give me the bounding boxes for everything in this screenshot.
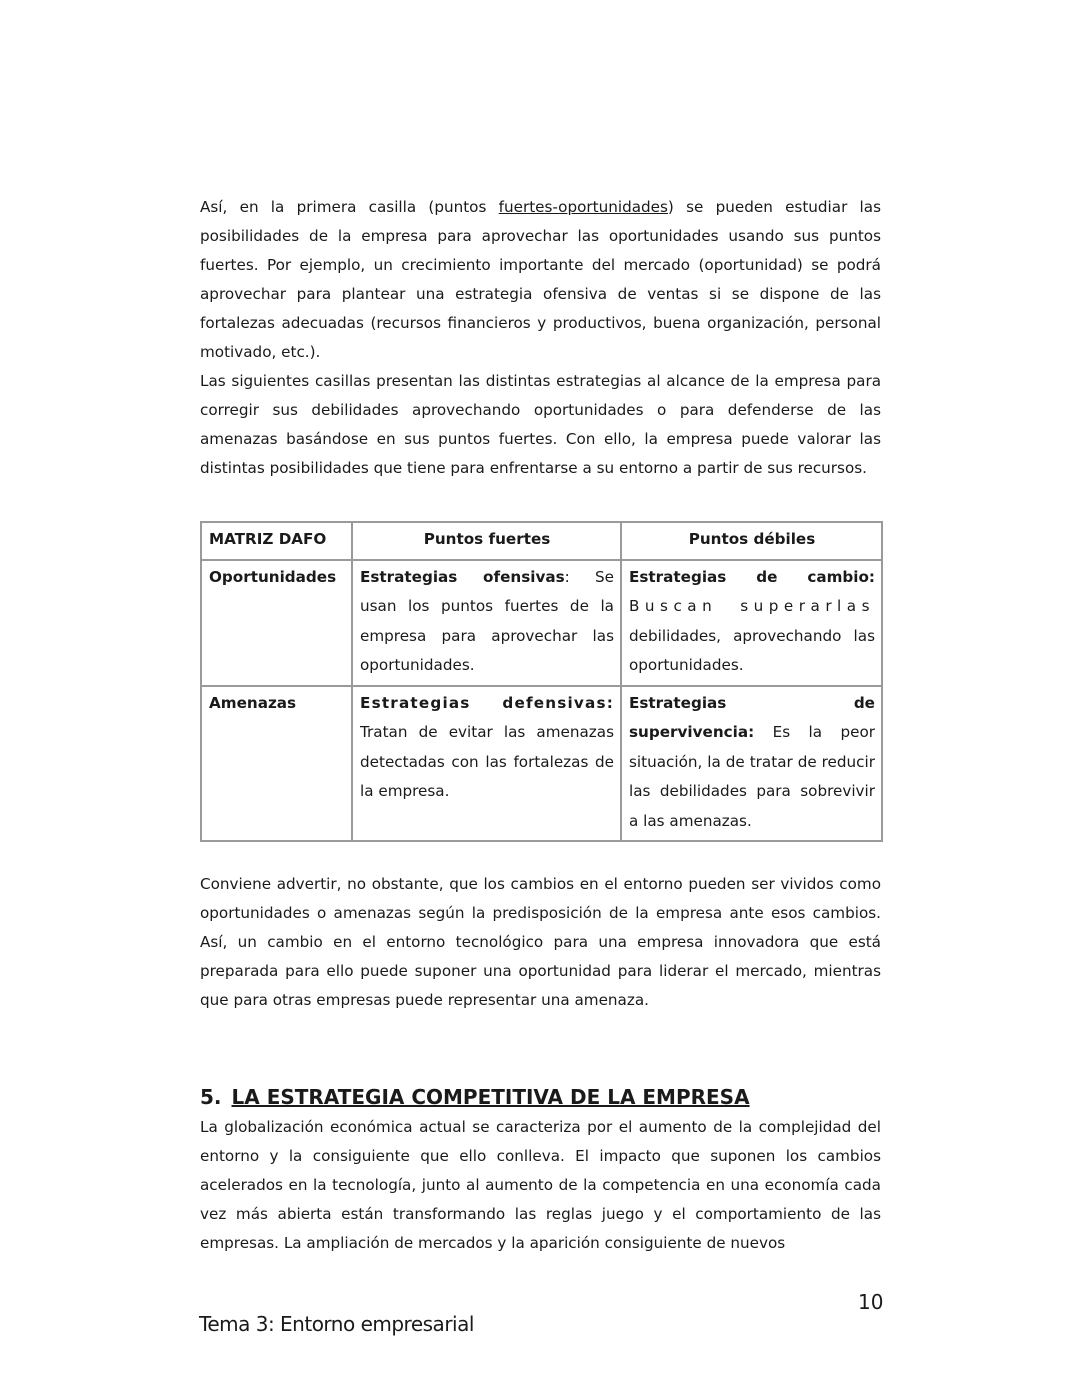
- page-content: [200, 193, 881, 1258]
- cell-estrategias-cambio: [621, 560, 882, 686]
- cell-text: Es la peor situación, la de tratar de reducir las debilidades para sobrevivir a las amenazas.: [629, 723, 875, 830]
- table-row-amenazas: [201, 686, 882, 842]
- table-header-row: [201, 522, 882, 560]
- paragraph-swot-intro: [200, 193, 881, 367]
- section-heading: [200, 1083, 881, 1111]
- cell-text: : Se usan los puntos fuertes de la empresa para aprovechar las oportunidades.: [360, 567, 614, 674]
- fuertes-oportunidades-link[interactable]: fuertes-oportunidades: [498, 198, 668, 216]
- cell-bold-text: Estrategias de cambio:: [629, 567, 875, 586]
- paragraph-text: Así, en la primera casilla (puntos: [200, 198, 499, 216]
- table-row-oportunidades: [201, 560, 882, 686]
- header-puntos-debiles: Puntos débiles: [621, 522, 882, 560]
- cell-bold-text: Estrategias defensivas:: [360, 693, 614, 712]
- dafo-matrix-table: [200, 521, 883, 842]
- paragraph-strategies: Las siguientes casillas presentan las distintas estrategias al alcance de la empresa para corregir sus debilidades aprovechando oportunidades o para defenderse de las amenazas basándose en sus puntos fuertes. Con ello, la empresa puede valorar las distintas posibilidades que tiene para enfrentarse a su entorno a partir de sus recursos.: [200, 372, 881, 477]
- header-puntos-fuertes: Puntos fuertes: [352, 522, 621, 560]
- page-number: 10: [858, 1290, 884, 1314]
- footer-title: Tema 3: Entorno empresarial: [199, 1312, 474, 1336]
- cell-estrategias-defensivas: [352, 686, 621, 842]
- cell-estrategias-supervivencia: [621, 686, 882, 842]
- header-matriz-dafo: MATRIZ DAFO: [201, 522, 352, 560]
- cell-text: debilidades, aprovechando las oportunidades.: [629, 626, 875, 674]
- paragraph-globalizacion: La globalización económica actual se caracteriza por el aumento de la complejidad del entorno y la consiguiente que ello conlleva. El impacto que suponen los cambios acelerados en la tecnología, junto al aumento de la competencia en una economía cada vez más abierta están transformando las reglas juego y el comportamiento de las empresas. La ampliación de mercados y la aparición consiguiente de nuevos: [200, 1118, 881, 1252]
- row-label-oportunidades: Oportunidades: [201, 560, 352, 686]
- cell-spaced-text: Buscan superarlas: [629, 597, 875, 615]
- cell-estrategias-ofensivas: [352, 560, 621, 686]
- cell-bold-text: Estrategias de supervivencia:: [629, 693, 875, 741]
- cell-text: Tratan de evitar las amenazas detectadas con las fortalezas de la empresa.: [360, 723, 614, 800]
- paragraph-entorno-cambios: Conviene advertir, no obstante, que los cambios en el entorno pueden ser vividos como oportunidades o amenazas según la predisposición de la empresa ante esos cambios. Así, un cambio en el entorno tecnológico para una empresa innovadora que está preparada para ello puede suponer una oportunidad para liderar el mercado, mientras que para otras empresas puede representar una amenaza.: [200, 875, 881, 1009]
- paragraph-text: ) se pueden estudiar las posibilidades de la empresa para aprovechar las oportunidades usando sus puntos fuertes. Por ejemplo, un crecimiento importante del mercado (oportunidad) se podrá aprovechar para plantear una estrategia ofensiva de ventas si se dispone de las fortalezas adecuadas (recursos financieros y productivos, buena organización, personal motivado, etc.).: [200, 198, 881, 361]
- row-label-amenazas: Amenazas: [201, 686, 352, 842]
- section-title: LA ESTRATEGIA COMPETITIVA DE LA EMPRESA: [231, 1085, 750, 1109]
- cell-bold-text: Estrategias ofensivas: [360, 567, 565, 586]
- section-number: 5.: [200, 1085, 222, 1109]
